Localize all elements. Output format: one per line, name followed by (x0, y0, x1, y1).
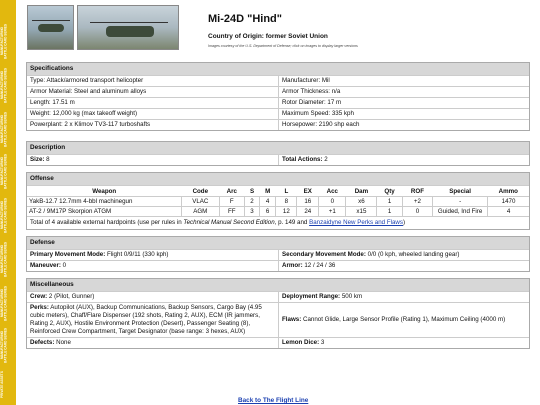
crew: Crew: 2 (Pilot, Gunner) (30, 293, 95, 300)
sidebar-link[interactable]: MANUFACTURING BATTLE CARD SERIES (0, 23, 8, 59)
column-header: ROF (402, 186, 432, 197)
defects: Defects: None (30, 339, 71, 346)
flaws: Flaws: Cannot Glide, Large Sensor Profile (Rating 1), Maximum Ceiling (4000 m) (278, 303, 529, 337)
spec-cell: Manufacturer: Mil (278, 76, 529, 86)
helicopter-shape (38, 24, 64, 32)
section-heading: Description (27, 142, 529, 154)
sidebar-link[interactable]: MANUFACTURING BATTLE CARD SERIES (0, 111, 8, 147)
spec-cell: Type: Attack/armored transport helicopter (30, 77, 144, 84)
spec-cell: Armor Material: Steel and aluminum alloys (30, 88, 147, 95)
sidebar-link[interactable]: MANUFACTURING BATTLE CARD SERIES (0, 67, 8, 103)
rotor-shape (32, 20, 70, 21)
back-to-flight-line-link[interactable]: Back to The Flight Line (238, 397, 309, 404)
lemon-dice: Lemon Dice: 3 (278, 338, 529, 348)
column-header: S (245, 186, 260, 197)
hardpoints-note: Total of 4 available external hardpoints (use per rules in Technical Manual Second Edition, p. 149 and Banzaidyne New Perks and Flaws) (27, 216, 529, 229)
helicopter-photo-thumbnail[interactable] (27, 5, 74, 50)
spec-cell: Rotor Diameter: 17 m (278, 98, 529, 108)
perks: Perks: Autopilot (AUX), Backup Communications, Backup Sensors, Cargo Bay (4.95 cubic meters), Chaff/Flare Dispenser (192 shots, Rating 2, AUX), ECM (IR jammers, Rating 2, AUX), Hostile Environment Protection (Desert), Passenger Seating (8), Reinforced Crew Compartment, Target Designator (base range: 3 hexes, AUX) (30, 304, 262, 335)
sidebar-link[interactable]: MANUFACTURING BATTLE CARD SERIES (0, 241, 8, 277)
spec-cell: Length: 17.51 m (30, 99, 75, 106)
sidebar-link[interactable]: MANUFACTURING BATTLE CARD SERIES (0, 153, 8, 189)
column-header: M (260, 186, 276, 197)
spec-cell: Weight: 12,000 kg (max takeoff weight) (30, 110, 138, 117)
size-value: Size: 8 (30, 156, 50, 163)
sidebar-link[interactable]: MANUFACTURING BATTLE CARD SERIES (0, 327, 8, 363)
helicopter-shape (106, 26, 154, 37)
spec-cell: Horsepower: 2190 shp each (278, 120, 529, 130)
sidebar-link[interactable]: MANUFACTURING BATTLE CARD SERIES (0, 285, 8, 321)
sidebar-link[interactable]: PRIVATE ASSETS (0, 371, 4, 399)
column-header: EX (297, 186, 319, 197)
spec-cell: Powerplant: 2 x Klimov TV3-117 turboshafts (30, 121, 151, 128)
total-actions-value: Total Actions: 2 (278, 155, 529, 165)
section-heading: Miscellaneous (27, 279, 529, 291)
weapons-table (27, 185, 529, 216)
primary-movement: Primary Movement Mode: Flight 0/9/11 (330 kph) (30, 251, 169, 258)
section-heading: Specifications (27, 63, 529, 75)
column-header: Special (433, 186, 488, 197)
main-content (26, 0, 530, 355)
table-row: YakB-12.7 12.7mm 4-bbl machinegun VLAC F 2 4 8 16 0 x6 1 +2 - 1470 (27, 197, 529, 207)
sidebar-link[interactable]: MANUFACTURING BATTLE CARD SERIES (0, 197, 8, 233)
header (26, 0, 530, 62)
spec-cell: Maximum Speed: 335 kph (278, 109, 529, 119)
column-header: Code (182, 186, 220, 197)
sidebar-nav (0, 0, 16, 405)
section-heading: Defense (27, 237, 529, 249)
secondary-movement: Secondary Movement Mode: 0/0 (0 kph, wheeled landing gear) (278, 250, 529, 260)
column-header: Qty (377, 186, 402, 197)
maneuver: Maneuver: 0 (30, 262, 67, 269)
offense-section (26, 172, 530, 230)
deployment-range: Deployment Range: 500 km (278, 292, 529, 302)
country-of-origin: Country of Origin: former Soviet Union (208, 33, 328, 40)
spec-cell: Armor Thickness: n/a (278, 87, 529, 97)
table-row: AT-2 / 9M17P Skorpion ATGM AGM FF 3 6 12 24 +1 x15 1 0 Guided, Ind Fire 4 (27, 207, 529, 217)
column-header: Dam (346, 186, 377, 197)
helicopter-photo-thumbnail[interactable] (77, 5, 179, 50)
section-heading: Offense (27, 173, 529, 185)
column-header: L (276, 186, 297, 197)
column-header: Arc (219, 186, 244, 197)
page-title: Mi-24D "Hind" (208, 13, 282, 25)
perks-flaws-link[interactable]: Banzaidyne New Perks and Flaws (309, 219, 403, 226)
specifications-section (26, 62, 530, 131)
armor: Armor: 12 / 24 / 36 (278, 261, 529, 271)
miscellaneous-section (26, 278, 530, 349)
column-header: Acc (319, 186, 346, 197)
image-credit: Images courtesy of the U.S. Department of Defense; click on images to display larger versions (208, 44, 358, 48)
description-section (26, 141, 530, 166)
column-header: Weapon (27, 186, 182, 197)
defense-section (26, 236, 530, 272)
rotor-shape (90, 22, 168, 23)
column-header: Ammo (488, 186, 529, 197)
